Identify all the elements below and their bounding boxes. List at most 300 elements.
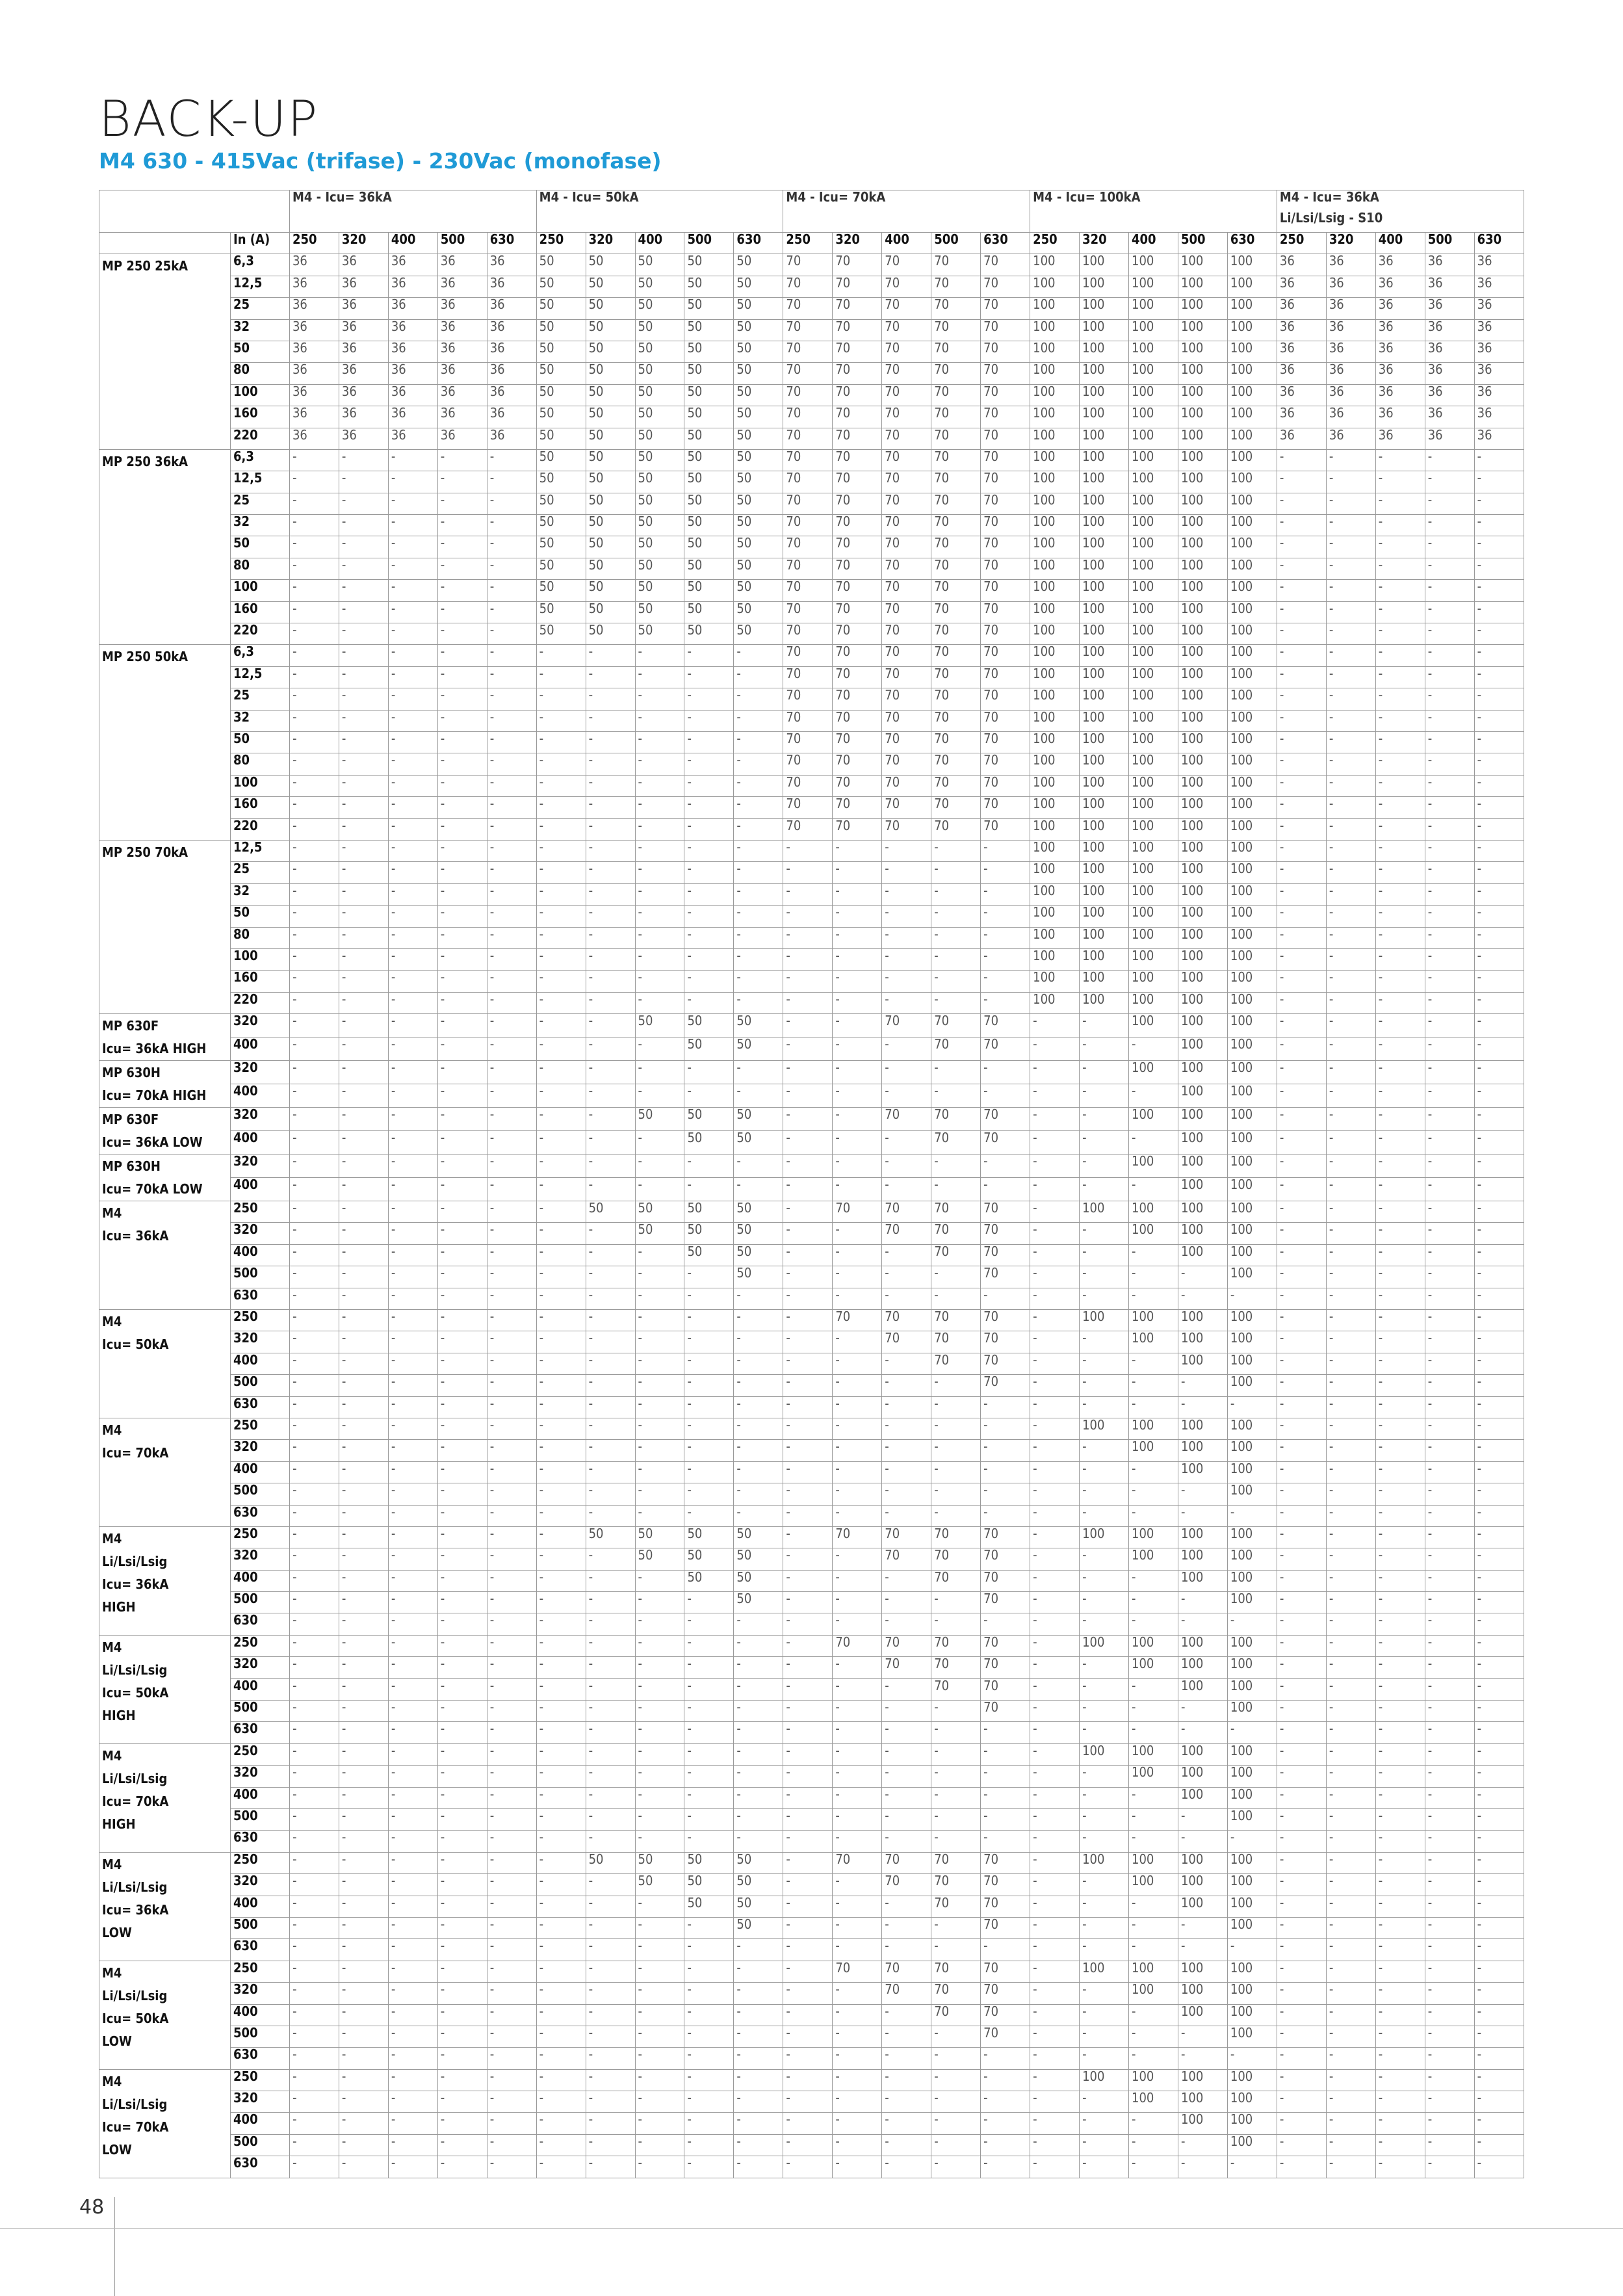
table-cell: 50 [734, 341, 783, 362]
table-cell: 100 [1030, 818, 1080, 840]
table-cell: - [783, 1874, 833, 1896]
table-cell: - [1375, 753, 1425, 775]
table-cell: 50 [684, 341, 734, 362]
table-cell: - [487, 1766, 536, 1787]
table-cell: - [536, 1131, 586, 1155]
rating-header: 400 [1129, 233, 1178, 254]
table-cell: - [388, 1896, 437, 1917]
table-cell: - [1375, 1939, 1425, 1961]
table-cell: - [1375, 471, 1425, 493]
table-cell: 70 [981, 710, 1030, 731]
table-cell: - [635, 818, 684, 840]
table-cell: 100 [1227, 2113, 1277, 2134]
table-cell: 50 [734, 536, 783, 558]
table-cell: - [1375, 1722, 1425, 1743]
table-cell: - [734, 1375, 783, 1396]
table-cell: 50 [586, 1526, 635, 1548]
table-cell: - [437, 1288, 487, 1309]
table-cell: - [1129, 1939, 1178, 1961]
table-cell: - [1425, 1331, 1474, 1353]
table-cell: - [487, 731, 536, 753]
table-cell: - [437, 2026, 487, 2047]
table-cell: 100 [1178, 840, 1227, 861]
table-cell: - [684, 1678, 734, 1700]
table-cell: 100 [1129, 1061, 1178, 1084]
table-cell: - [635, 2069, 684, 2091]
table-cell: 70 [981, 1131, 1030, 1155]
table-cell: 36 [1375, 363, 1425, 384]
table-cell: 100 [1080, 601, 1129, 623]
table-cell: - [388, 1440, 437, 1461]
table-cell: - [1178, 2156, 1227, 2178]
table-cell: 50 [635, 1526, 684, 1548]
table-cell: - [635, 1505, 684, 1526]
table-cell: - [1474, 536, 1524, 558]
table-cell: - [1425, 471, 1474, 493]
table-cell: - [388, 1014, 437, 1037]
table-cell: 100 [1030, 536, 1080, 558]
table-row [99, 883, 1524, 905]
table-cell: - [734, 2156, 783, 2178]
table-cell: - [536, 818, 586, 840]
table-cell: 70 [931, 1310, 981, 1331]
table-cell: - [684, 883, 734, 905]
table-cell: 50 [734, 384, 783, 406]
table-cell: 100 [1178, 883, 1227, 905]
table-cell: - [289, 1657, 339, 1678]
table-cell: - [1030, 1766, 1080, 1787]
breaker-name-line: M4 [102, 1422, 122, 1438]
table-cell: - [289, 666, 339, 688]
table-cell: - [931, 1701, 981, 1722]
table-cell: 100 [1227, 384, 1277, 406]
table-cell: - [289, 1396, 339, 1418]
table-cell: - [1326, 1831, 1375, 1852]
table-cell: - [783, 1131, 833, 1155]
table-cell: - [1326, 2156, 1375, 2178]
table-cell: 70 [981, 515, 1030, 536]
table-cell: - [1474, 1131, 1524, 1155]
table-cell: - [1326, 1961, 1375, 1982]
table-cell: 100 [1129, 688, 1178, 710]
table-cell: - [339, 2091, 388, 2113]
table-cell: - [1080, 1657, 1129, 1678]
table-cell: - [1474, 731, 1524, 753]
table-cell: - [1425, 688, 1474, 710]
table-cell: 50 [734, 1131, 783, 1155]
table-cell: - [783, 1375, 833, 1396]
table-cell: 70 [833, 515, 882, 536]
table-cell: - [684, 2134, 734, 2156]
table-cell: - [536, 1657, 586, 1678]
table-cell: - [289, 2026, 339, 2047]
in-value: 630 [231, 1288, 290, 1309]
table-cell: - [882, 2134, 931, 2156]
table-cell: 100 [1178, 406, 1227, 428]
table-cell: 70 [931, 406, 981, 428]
table-cell: 70 [833, 449, 882, 471]
table-cell: - [388, 1592, 437, 1613]
table-cell: - [783, 1014, 833, 1037]
table-cell: - [339, 1396, 388, 1418]
table-cell: - [289, 601, 339, 623]
table-cell: - [1474, 1014, 1524, 1037]
table-cell: - [684, 1635, 734, 1656]
table-cell: 100 [1178, 536, 1227, 558]
table-cell: - [1277, 927, 1326, 948]
table-cell: - [1425, 1266, 1474, 1288]
table-cell: 36 [1277, 341, 1326, 362]
table-row [99, 906, 1524, 927]
table-cell: 100 [1129, 1874, 1178, 1896]
breaker-name-line: Li/Lsi/Lsig [102, 1770, 168, 1786]
table-cell: 70 [783, 818, 833, 840]
table-cell: 36 [388, 298, 437, 319]
table-cell: - [734, 840, 783, 861]
table-cell: 70 [931, 753, 981, 775]
table-cell: - [437, 1155, 487, 1178]
table-cell: - [1080, 2091, 1129, 2113]
table-cell: - [882, 1809, 931, 1831]
table-cell: 70 [931, 254, 981, 276]
table-cell: - [684, 2091, 734, 2113]
table-cell: 100 [1227, 1331, 1277, 1353]
table-cell: - [1474, 1570, 1524, 1591]
table-cell: - [684, 1613, 734, 1635]
table-cell: - [1326, 1396, 1375, 1418]
table-cell: - [635, 2134, 684, 2156]
table-cell: - [734, 775, 783, 796]
table-cell: - [586, 1418, 635, 1439]
table-cell: - [981, 840, 1030, 861]
table-cell: 100 [1227, 2026, 1277, 2047]
table-cell: - [1277, 1201, 1326, 1223]
table-cell: - [882, 2091, 931, 2113]
table-cell: - [1425, 1613, 1474, 1635]
table-cell: - [536, 1809, 586, 1831]
table-cell: 36 [388, 276, 437, 297]
table-cell: - [388, 1787, 437, 1808]
table-cell: 70 [981, 1331, 1030, 1353]
table-cell: - [437, 1743, 487, 1765]
table-cell: - [586, 2113, 635, 2134]
table-cell: 50 [734, 1917, 783, 1938]
table-cell: - [635, 1961, 684, 1982]
table-cell: - [783, 1483, 833, 1505]
table-cell: - [1277, 558, 1326, 579]
table-cell: - [882, 1570, 931, 1591]
rating-header: 630 [1227, 233, 1277, 254]
table-cell: - [1178, 1722, 1227, 1743]
in-value: 320 [231, 1223, 290, 1244]
table-cell: - [783, 2156, 833, 2178]
in-value: 6,3 [231, 254, 290, 276]
table-cell: - [388, 2134, 437, 2156]
table-cell: - [289, 1852, 339, 1873]
table-cell: - [437, 883, 487, 905]
table-cell: - [1474, 1592, 1524, 1613]
table-cell: - [1326, 862, 1375, 883]
rating-header: 250 [289, 233, 339, 254]
table-cell: 100 [1178, 775, 1227, 796]
table-cell: - [586, 1244, 635, 1266]
table-cell: - [536, 1331, 586, 1353]
table-cell: - [1129, 1505, 1178, 1526]
table-cell: 100 [1227, 688, 1277, 710]
table-cell: - [289, 1548, 339, 1570]
table-cell: - [388, 1461, 437, 1483]
table-cell: - [1425, 1061, 1474, 1084]
table-row [99, 862, 1524, 883]
table-cell: - [536, 1310, 586, 1331]
table-row [99, 1084, 1524, 1108]
table-cell: - [289, 1570, 339, 1591]
table-cell: - [437, 1592, 487, 1613]
table-cell: - [1425, 1396, 1474, 1418]
table-cell: - [833, 1983, 882, 2004]
table-cell: 100 [1030, 406, 1080, 428]
table-cell: 100 [1129, 2091, 1178, 2113]
table-cell: 70 [981, 1917, 1030, 1938]
table-cell: - [437, 1331, 487, 1353]
table-cell: - [1326, 1266, 1375, 1288]
table-cell: 100 [1178, 384, 1227, 406]
table-cell: - [487, 992, 536, 1013]
table-cell: 36 [289, 363, 339, 384]
table-cell: 70 [981, 753, 1030, 775]
table-cell: - [388, 1526, 437, 1548]
table-cell: - [339, 493, 388, 514]
table-cell: 100 [1080, 276, 1129, 297]
table-cell: - [1474, 1288, 1524, 1309]
table-cell: - [1375, 1743, 1425, 1765]
table-cell: 36 [388, 319, 437, 341]
table-cell: 100 [1080, 1635, 1129, 1656]
table-cell: - [339, 1483, 388, 1505]
table-cell: - [981, 1787, 1030, 1808]
table-cell: - [1030, 1961, 1080, 1982]
table-cell: - [1030, 1201, 1080, 1223]
table-cell: - [1375, 1613, 1425, 1635]
table-cell: 70 [931, 471, 981, 493]
table-cell: - [635, 1939, 684, 1961]
table-cell: 100 [1227, 906, 1277, 927]
in-value: 630 [231, 1396, 290, 1418]
table-cell: - [931, 2069, 981, 2091]
table-cell: 70 [981, 341, 1030, 362]
table-cell: - [487, 449, 536, 471]
breaker-name-line: Icu= 50kA [102, 1337, 169, 1353]
in-value: 25 [231, 688, 290, 710]
table-cell: - [783, 1331, 833, 1353]
table-cell: - [684, 1483, 734, 1505]
footer-divider [114, 2197, 115, 2296]
table-cell: 70 [882, 1014, 931, 1037]
table-cell: - [339, 558, 388, 579]
table-cell: - [635, 1483, 684, 1505]
table-row [99, 948, 1524, 970]
breaker-name-line: HIGH [102, 1707, 136, 1723]
table-cell: - [734, 1701, 783, 1722]
table-cell: 100 [1227, 1461, 1277, 1483]
table-row [99, 1375, 1524, 1396]
table-cell: - [684, 906, 734, 927]
table-cell: - [487, 1178, 536, 1201]
table-cell: - [1425, 797, 1474, 818]
rating-header: 630 [1474, 233, 1524, 254]
table-cell: - [437, 1418, 487, 1439]
table-cell: 70 [783, 536, 833, 558]
table-cell: - [289, 1310, 339, 1331]
table-cell: - [339, 1722, 388, 1743]
table-cell: 50 [684, 1526, 734, 1548]
table-cell: 36 [1375, 384, 1425, 406]
in-value: 160 [231, 406, 290, 428]
table-cell: - [1425, 515, 1474, 536]
table-cell: 50 [684, 363, 734, 384]
table-cell: - [981, 1743, 1030, 1765]
table-cell: - [1326, 906, 1375, 927]
table-cell: - [339, 1244, 388, 1266]
table-cell: - [388, 1635, 437, 1656]
table-cell: - [586, 1548, 635, 1570]
table-cell: 100 [1227, 1108, 1277, 1131]
table-cell: 70 [783, 449, 833, 471]
table-cell: - [833, 1396, 882, 1418]
table-cell: - [981, 2091, 1030, 2113]
table-cell: - [487, 775, 536, 796]
table-cell: 70 [931, 797, 981, 818]
table-cell: 100 [1129, 580, 1178, 601]
table-cell: 100 [1129, 2069, 1178, 2091]
table-cell: 70 [882, 818, 931, 840]
table-cell: - [289, 2069, 339, 2091]
table-cell: - [487, 1201, 536, 1223]
table-cell: - [1277, 1678, 1326, 1700]
table-cell: - [437, 1201, 487, 1223]
table-cell: - [931, 1505, 981, 1526]
table-cell: 100 [1227, 601, 1277, 623]
table-cell: 100 [1178, 1201, 1227, 1223]
table-cell: - [783, 1396, 833, 1418]
table-row [99, 645, 1524, 666]
table-cell: 50 [635, 1201, 684, 1223]
table-cell: - [1080, 1592, 1129, 1613]
table-cell: - [586, 1917, 635, 1938]
table-cell: - [388, 1178, 437, 1201]
table-cell: - [882, 992, 931, 1013]
table-cell: - [388, 449, 437, 471]
table-cell: - [1030, 1353, 1080, 1374]
table-cell: - [1326, 1461, 1375, 1483]
table-cell: - [1277, 2069, 1326, 2091]
table-cell: - [1474, 1331, 1524, 1353]
table-cell: - [734, 1939, 783, 1961]
table-cell: - [289, 1440, 339, 1461]
table-cell: - [734, 1635, 783, 1656]
table-cell: 100 [1129, 515, 1178, 536]
rating-header: 400 [388, 233, 437, 254]
table-cell: 70 [833, 254, 882, 276]
table-cell: 36 [289, 428, 339, 449]
table-cell: - [981, 1505, 1030, 1526]
table-cell: - [734, 1505, 783, 1526]
table-row [99, 384, 1524, 406]
table-cell: - [833, 1061, 882, 1084]
table-row [99, 2004, 1524, 2026]
backup-table [99, 190, 1524, 2178]
table-cell: - [734, 1743, 783, 1765]
table-cell: - [783, 971, 833, 992]
table-cell: - [437, 992, 487, 1013]
table-cell: - [734, 992, 783, 1013]
in-value: 12,5 [231, 276, 290, 297]
table-cell: - [487, 2004, 536, 2026]
table-cell: 70 [882, 1852, 931, 1873]
table-cell: - [1375, 1461, 1425, 1483]
table-cell: - [684, 2069, 734, 2091]
table-cell: - [635, 710, 684, 731]
table-cell: 70 [882, 1310, 931, 1331]
table-cell: - [734, 731, 783, 753]
in-value: 400 [231, 1787, 290, 1808]
table-cell: 36 [1375, 428, 1425, 449]
table-cell: 100 [1129, 797, 1178, 818]
table-cell: - [586, 797, 635, 818]
table-cell: - [1326, 558, 1375, 579]
table-cell: 100 [1129, 363, 1178, 384]
table-cell: 36 [339, 428, 388, 449]
table-cell: 70 [931, 384, 981, 406]
table-cell: - [487, 1375, 536, 1396]
table-cell: - [487, 1353, 536, 1374]
table-cell: - [487, 2134, 536, 2156]
table-cell: 100 [1227, 731, 1277, 753]
table-cell: - [833, 2156, 882, 2178]
table-cell: 70 [931, 428, 981, 449]
table-cell: - [437, 1548, 487, 1570]
table-cell: - [586, 1809, 635, 1831]
table-cell: - [734, 1396, 783, 1418]
table-cell: - [437, 797, 487, 818]
table-cell: - [1030, 1223, 1080, 1244]
table-cell: - [1326, 883, 1375, 905]
table-cell: - [536, 906, 586, 927]
table-cell: 50 [734, 1014, 783, 1037]
table-row [99, 797, 1524, 818]
table-cell: - [289, 623, 339, 645]
table-cell: 100 [1178, 818, 1227, 840]
table-cell: - [1080, 1461, 1129, 1483]
table-cell: 70 [833, 601, 882, 623]
table-row [99, 1223, 1524, 1244]
table-cell: - [536, 2048, 586, 2069]
in-value: 100 [231, 384, 290, 406]
table-cell: - [1425, 1223, 1474, 1244]
table-cell: 100 [1178, 449, 1227, 471]
table-cell: 70 [882, 341, 931, 362]
table-cell: - [1129, 2134, 1178, 2156]
table-cell: 36 [1326, 341, 1375, 362]
table-cell: - [339, 883, 388, 905]
table-cell: - [536, 1939, 586, 1961]
table-cell: - [833, 840, 882, 861]
table-cell: - [833, 1266, 882, 1288]
table-cell: - [1030, 1483, 1080, 1505]
table-cell: 70 [981, 1201, 1030, 1223]
table-cell: - [1277, 515, 1326, 536]
table-cell: - [783, 1440, 833, 1461]
